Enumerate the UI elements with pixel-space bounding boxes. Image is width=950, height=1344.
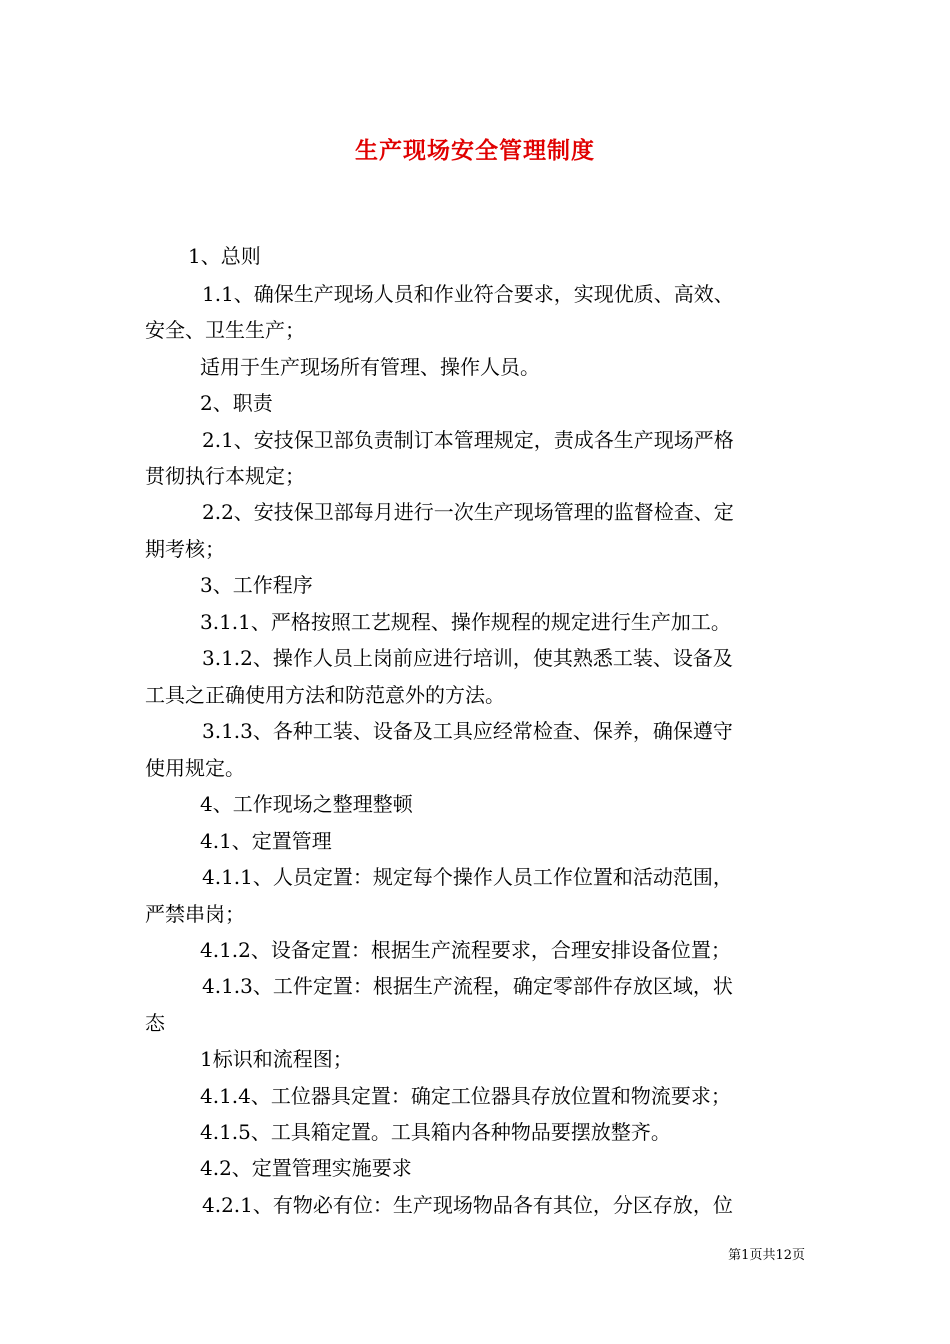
text-line: 4.1.3、工件定置：根据生产流程，确定零部件存放区域，状 [202,974,733,998]
text-line: 2、职责 [200,391,273,415]
text-line: 1、总则 [188,244,261,268]
text-line: 2.1、安技保卫部负责制订本管理规定，责成各生产现场严格 [202,428,734,452]
text-line: 工具之正确使用方法和防范意外的方法。 [145,683,505,707]
text-line: 态 [145,1011,165,1035]
text-line: 3.1.2、操作人员上岗前应进行培训，使其熟悉工装、设备及 [202,646,733,670]
text-line: 3.1.3、各种工装、设备及工具应经常检查、保养，确保遵守 [202,719,733,743]
text-line: 严禁串岗； [145,902,245,926]
text-line: 使用规定。 [145,756,245,780]
text-line: 2.2、安技保卫部每月进行一次生产现场管理的监督检查、定 [202,500,734,524]
text-line: 贯彻执行本规定； [145,464,305,488]
text-line: 期考核； [145,537,225,561]
text-line: 安全、卫生生产； [145,318,305,342]
page-number: 第1页共12页 [728,1248,805,1263]
text-line: 4.1.2、设备定置：根据生产流程要求，合理安排设备位置； [200,938,731,962]
text-line: 3.1.1、严格按照工艺规程、操作规程的规定进行生产加工。 [200,610,731,634]
text-line: 1.1、确保生产现场人员和作业符合要求，实现优质、高效、 [202,282,734,306]
text-line: 4.2.1、有物必有位：生产现场物品各有其位，分区存放，位 [202,1193,733,1217]
text-line: 适用于生产现场所有管理、操作人员。 [200,355,540,379]
text-line: 4、工作现场之整理整顿 [200,792,413,816]
text-line: 1标识和流程图； [200,1047,353,1071]
text-line: 4.1.1、人员定置：规定每个操作人员工作位置和活动范围， [202,865,733,889]
text-line: 3、工作程序 [200,573,313,597]
page-title: 生产现场安全管理制度 [355,137,595,164]
text-line: 4.2、定置管理实施要求 [200,1156,412,1180]
text-line: 4.1、定置管理 [200,829,332,853]
text-line: 4.1.5、工具箱定置。工具箱内各种物品要摆放整齐。 [200,1120,671,1144]
text-line: 4.1.4、工位器具定置：确定工位器具存放位置和物流要求； [200,1084,731,1108]
